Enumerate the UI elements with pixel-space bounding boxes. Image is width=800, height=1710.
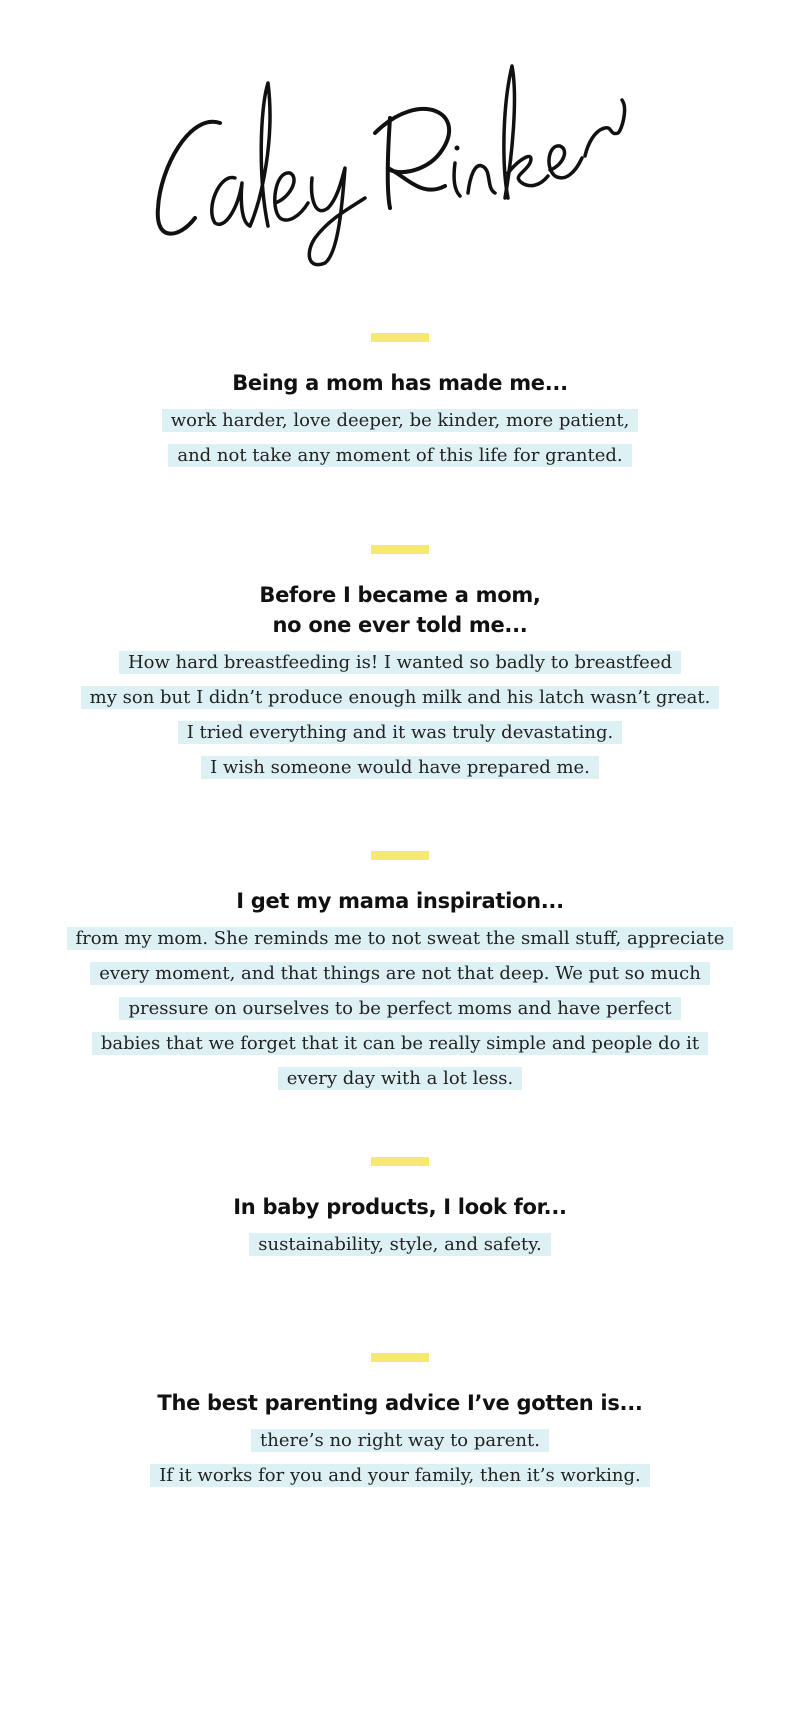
body-line: babies that we forget that it can be really simple and people do it (0, 1026, 800, 1061)
body-line: I wish someone would have prepared me. (0, 750, 800, 785)
heading-line: I get my mama inspiration... (236, 889, 564, 913)
heading-line: no one ever told me... (272, 613, 528, 637)
body-line: work harder, love deeper, be kinder, more patient, (0, 403, 800, 438)
section-before-mom (0, 545, 800, 785)
body-line: sustainability, style, and safety. (0, 1227, 800, 1262)
heading-line: Before I became a mom, (259, 583, 541, 607)
section-body (0, 1423, 800, 1493)
section-inspiration (0, 851, 800, 1096)
section-baby-products (0, 1157, 800, 1262)
body-line: and not take any moment of this life for granted. (0, 438, 800, 473)
section-heading (0, 1192, 800, 1222)
section-heading (0, 580, 800, 640)
section-body (0, 921, 800, 1096)
body-line: there’s no right way to parent. (0, 1423, 800, 1458)
heading-line: Being a mom has made me... (232, 371, 568, 395)
yellow-divider (371, 333, 429, 342)
section-body (0, 645, 800, 785)
body-line: my son but I didn’t produce enough milk and his latch wasn’t great. (0, 680, 800, 715)
yellow-divider (371, 1353, 429, 1362)
section-body (0, 1227, 800, 1262)
body-line: I tried everything and it was truly devastating. (0, 715, 800, 750)
body-line: every day with a lot less. (0, 1061, 800, 1096)
body-line: every moment, and that things are not that deep. We put so much (0, 956, 800, 991)
section-mom-made-me (0, 333, 800, 473)
section-body (0, 403, 800, 473)
signature-logo (150, 58, 650, 288)
section-heading (0, 368, 800, 398)
signature-svg (150, 58, 650, 288)
yellow-divider (371, 545, 429, 554)
yellow-divider (371, 1157, 429, 1166)
heading-line: The best parenting advice I’ve gotten is... (157, 1391, 643, 1415)
heading-line: In baby products, I look for... (233, 1195, 567, 1219)
body-line: pressure on ourselves to be perfect moms and have perfect (0, 991, 800, 1026)
body-line: from my mom. She reminds me to not sweat the small stuff, appreciate (0, 921, 800, 956)
section-heading (0, 886, 800, 916)
body-line: If it works for you and your family, then it’s working. (0, 1458, 800, 1493)
section-heading (0, 1388, 800, 1418)
section-parenting-advice (0, 1353, 800, 1493)
yellow-divider (371, 851, 429, 860)
body-line: How hard breastfeeding is! I wanted so badly to breastfeed (0, 645, 800, 680)
